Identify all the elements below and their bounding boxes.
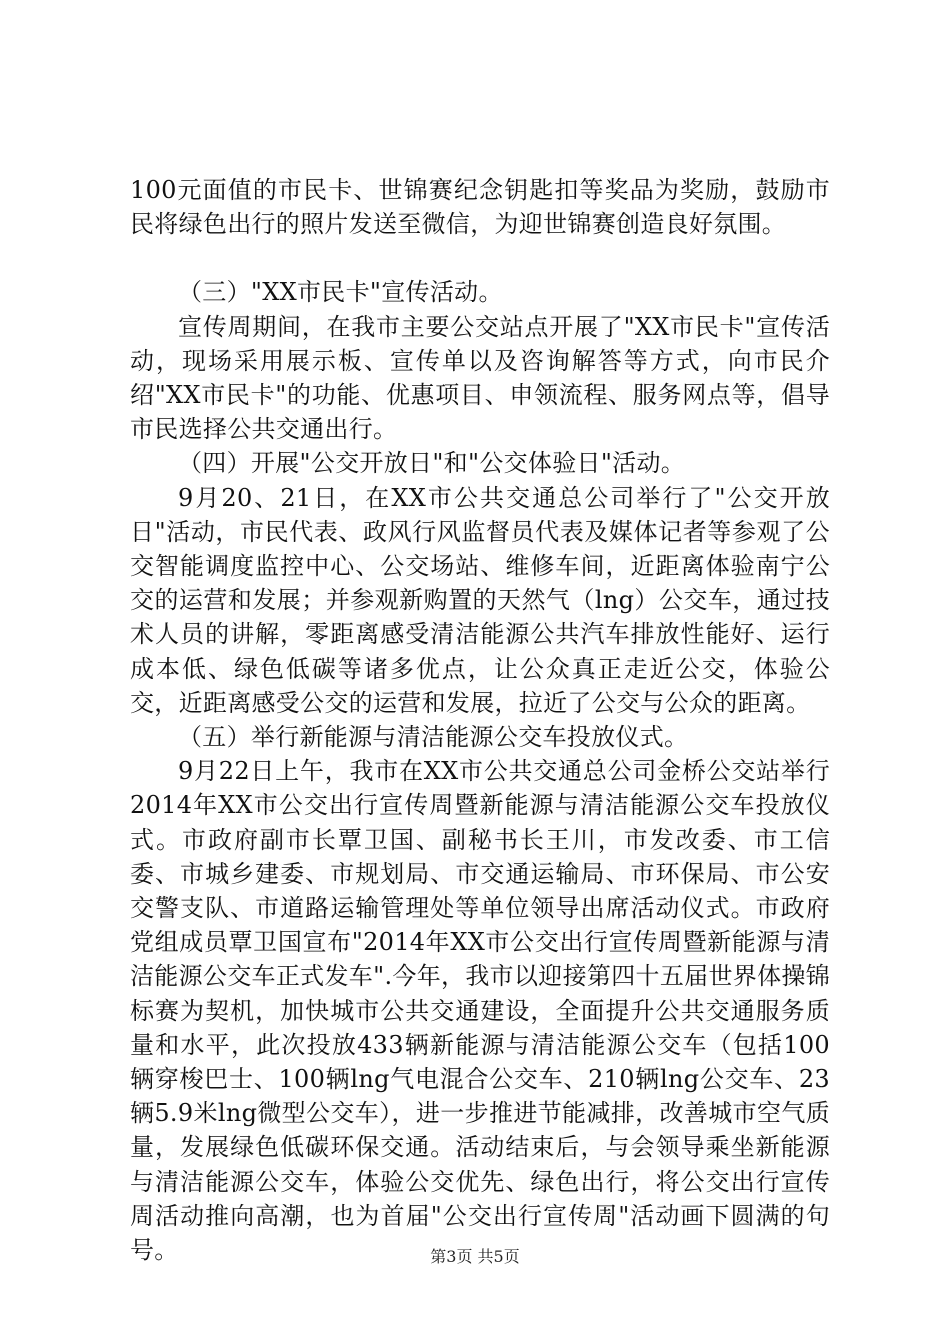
paragraph-prize-continuation: 100元面值的市民卡、世锦赛纪念钥匙扣等奖品为奖励，鼓励市民将绿色出行的照片发送至微信，为迎世锦赛创造良好氛围。 [130,176,830,239]
paragraph-new-energy-ceremony: 9月22日上午，我市在XX市公共交通总公司金桥公交站举行2014年XX市公交出行宣传周暨新能源与清洁能源公交车投放仪式。市政府副市长覃卫国、副秘书长王川，市发改委、市工信委、市城乡建委、市规划局、市交通运输局、市环保局、市公安交警支队、市道路运输管理处等单位领导出席活动仪式。市政府党组成员覃卫国宣布"2014年XX市公交出行宣传周暨新能源与清洁能源公交车正式发车".今年，我市以迎接第四十五届世界体操锦标赛为契机，加快城市公共交通建设，全面提升公共交通服务质量和水平，此次投放433辆新能源与清洁能源公交车（包括100辆穿梭巴士、100辆lng气电混合公交车、210辆lng公交车、23辆5.9米lng微型公交车），进一步推进节能减排，改善城市空气质量，发展绿色低碳环保交通。活动结束后，与会领导乘坐新能源与清洁能源公交车，体验公交优先、绿色出行，将公交出行宣传周活动推向高潮，也为首届"公交出行宣传周"活动画下圆满的句号。 [130,757,830,1265]
page-footer [0,1247,950,1267]
heading-citizen-card-campaign: （三）"XX市民卡"宣传活动。 [178,278,503,307]
page-number-label: 第3页 共5页 [430,1247,520,1266]
heading-open-day: （四）开展"公交开放日"和"公交体验日"活动。 [178,449,686,478]
paragraph-gap [130,241,830,275]
paragraph-citizen-card: 宣传周期间，在我市主要公交站点开展了"XX市民卡"宣传活动，现场采用展示板、宣传单以及咨询解答等方式，向市民介绍"XX市民卡"的功能、优惠项目、申领流程、服务网点等，倡导市民选择公共交通出行。 [130,312,830,444]
document-body [130,173,830,1267]
heading-new-energy-ceremony: （五）举行新能源与清洁能源公交车投放仪式。 [178,723,689,752]
paragraph-open-day: 9月20、21日，在XX市公共交通总公司举行了"公交开放日"活动，市民代表、政风行风监督员代表及媒体记者等参观了公交智能调度监控中心、公交场站、维修车间，近距离体验南宁公交的运营和发展；并参观新购置的天然气（lng）公交车，通过技术人员的讲解，零距离感受清洁能源公共汽车排放性能好、运行成本低、绿色低碳等诸多优点，让公众真正走近公交，体验公交，近距离感受公交的运营和发展，拉近了公交与公众的距离。 [130,483,830,717]
